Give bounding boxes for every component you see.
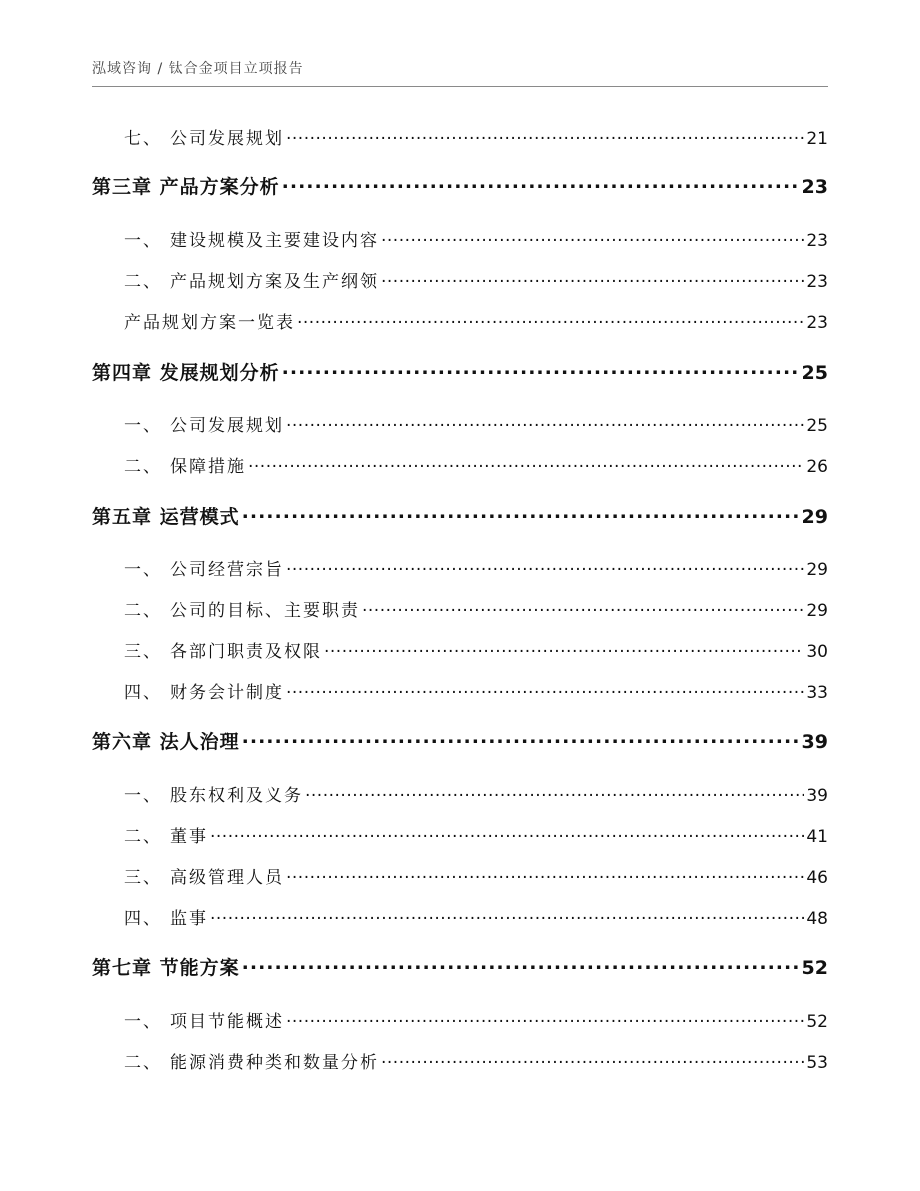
toc-entry-title: 公司发展规划 bbox=[170, 129, 284, 149]
dot-leader bbox=[210, 905, 804, 924]
toc-chapter-title: 产品方案分析 bbox=[159, 176, 280, 198]
dot-leader bbox=[248, 453, 804, 472]
dot-leader bbox=[286, 864, 804, 883]
toc-entry[interactable] bbox=[92, 124, 828, 148]
toc-chapter-number: 第六章 bbox=[92, 731, 153, 753]
toc-entry-number: 一、 bbox=[124, 786, 162, 806]
toc-entry-number: 一、 bbox=[124, 416, 162, 436]
toc-entry-page: 48 bbox=[806, 909, 828, 929]
toc-entry[interactable] bbox=[92, 1007, 828, 1031]
toc-chapter-number: 第五章 bbox=[92, 506, 153, 528]
toc-entry-number: 一、 bbox=[124, 560, 162, 580]
toc-chapter-title: 法人治理 bbox=[159, 731, 240, 753]
dot-leader bbox=[297, 309, 804, 328]
toc-entry-page: 33 bbox=[806, 683, 828, 703]
toc-chapter-number: 第四章 bbox=[92, 362, 153, 384]
toc-entry-title: 各部门职责及权限 bbox=[170, 642, 322, 662]
toc-entry-title: 董事 bbox=[170, 827, 208, 847]
toc-entry[interactable] bbox=[92, 308, 828, 332]
toc-chapter[interactable] bbox=[92, 172, 828, 200]
toc-entry[interactable] bbox=[92, 226, 828, 250]
toc-entry-page: 41 bbox=[806, 827, 828, 847]
toc-entry-title: 项目节能概述 bbox=[170, 1012, 284, 1032]
dot-leader bbox=[210, 823, 804, 842]
toc-entry-title: 公司经营宗旨 bbox=[170, 560, 284, 580]
toc-chapter-title: 发展规划分析 bbox=[159, 362, 280, 384]
toc-entry-page: 21 bbox=[806, 129, 828, 149]
dot-leader bbox=[362, 597, 804, 616]
toc-entry[interactable] bbox=[92, 678, 828, 702]
toc-entry-number: 一、 bbox=[124, 231, 162, 251]
toc-chapter[interactable] bbox=[92, 502, 828, 530]
toc-entry-title: 建设规模及主要建设内容 bbox=[170, 231, 379, 251]
header-divider bbox=[92, 86, 828, 87]
toc-chapter[interactable] bbox=[92, 727, 828, 755]
toc-entry-page: 39 bbox=[806, 786, 828, 806]
toc-chapter-page: 25 bbox=[801, 362, 828, 384]
toc-entry-page: 23 bbox=[806, 272, 828, 292]
toc-entry[interactable] bbox=[92, 555, 828, 579]
toc-entry-number: 二、 bbox=[124, 272, 162, 292]
dot-leader bbox=[282, 172, 800, 193]
dot-leader bbox=[242, 502, 800, 523]
toc-entry-title: 产品规划方案一览表 bbox=[124, 313, 295, 333]
toc-chapter-page: 52 bbox=[801, 957, 828, 979]
toc-entry[interactable] bbox=[92, 452, 828, 476]
toc-entry[interactable] bbox=[92, 1048, 828, 1072]
dot-leader bbox=[242, 953, 800, 974]
toc-chapter-title: 运营模式 bbox=[159, 506, 240, 528]
dot-leader bbox=[324, 638, 804, 657]
toc-chapter-page: 39 bbox=[801, 731, 828, 753]
toc-entry-title: 能源消费种类和数量分析 bbox=[170, 1053, 379, 1073]
toc-entry-number: 三、 bbox=[124, 868, 162, 888]
toc-chapter-number: 第七章 bbox=[92, 957, 153, 979]
toc-entry-title: 公司的目标、主要职责 bbox=[170, 601, 360, 621]
dot-leader bbox=[286, 556, 804, 575]
toc-entry-page: 52 bbox=[806, 1012, 828, 1032]
toc-entry-number: 二、 bbox=[124, 601, 162, 621]
toc-entry-number: 四、 bbox=[124, 909, 162, 929]
page-header: 泓域咨询 / 钛合金项目立项报告 bbox=[92, 61, 304, 77]
toc-entry-title: 高级管理人员 bbox=[170, 868, 284, 888]
toc-chapter-page: 23 bbox=[801, 176, 828, 198]
toc-entry-page: 53 bbox=[806, 1053, 828, 1073]
toc-entry-title: 公司发展规划 bbox=[170, 416, 284, 436]
dot-leader bbox=[381, 1049, 804, 1068]
dot-leader bbox=[286, 125, 804, 144]
toc-entry-title: 保障措施 bbox=[170, 457, 246, 477]
toc-entry-title: 监事 bbox=[170, 909, 208, 929]
toc-entry-number: 四、 bbox=[124, 683, 162, 703]
toc-entry-title: 产品规划方案及生产纲领 bbox=[170, 272, 379, 292]
toc-chapter[interactable] bbox=[92, 953, 828, 981]
dot-leader bbox=[286, 1008, 804, 1027]
toc-entry[interactable] bbox=[92, 596, 828, 620]
toc-entry-number: 二、 bbox=[124, 457, 162, 477]
toc-entry-page: 29 bbox=[806, 601, 828, 621]
toc-chapter-number: 第三章 bbox=[92, 176, 153, 198]
toc-entry[interactable] bbox=[92, 411, 828, 435]
dot-leader bbox=[282, 358, 800, 379]
toc-entry-number: 二、 bbox=[124, 827, 162, 847]
toc-entry-number: 二、 bbox=[124, 1053, 162, 1073]
toc-entry[interactable] bbox=[92, 267, 828, 291]
toc-entry-page: 29 bbox=[806, 560, 828, 580]
toc-entry-page: 30 bbox=[806, 642, 828, 662]
dot-leader bbox=[286, 412, 804, 431]
toc-entry-number: 一、 bbox=[124, 1012, 162, 1032]
dot-leader bbox=[381, 227, 804, 246]
dot-leader bbox=[286, 679, 804, 698]
toc-chapter-page: 29 bbox=[801, 506, 828, 528]
toc-entry[interactable] bbox=[92, 781, 828, 805]
toc-chapter[interactable] bbox=[92, 358, 828, 386]
toc-entry-number: 三、 bbox=[124, 642, 162, 662]
toc-entry[interactable] bbox=[92, 637, 828, 661]
toc-entry[interactable] bbox=[92, 904, 828, 928]
toc-chapter-title: 节能方案 bbox=[159, 957, 240, 979]
toc-entry-page: 23 bbox=[806, 313, 828, 333]
toc-entry-title: 财务会计制度 bbox=[170, 683, 284, 703]
toc-entry-page: 46 bbox=[806, 868, 828, 888]
toc-entry-page: 23 bbox=[806, 231, 828, 251]
dot-leader bbox=[242, 727, 800, 748]
toc-entry[interactable] bbox=[92, 822, 828, 846]
toc-entry[interactable] bbox=[92, 863, 828, 887]
toc-entry-number: 七、 bbox=[124, 129, 162, 149]
dot-leader bbox=[305, 782, 804, 801]
dot-leader bbox=[381, 268, 804, 287]
toc-entry-page: 25 bbox=[806, 416, 828, 436]
toc-entry-title: 股东权利及义务 bbox=[170, 786, 303, 806]
toc-entry-page: 26 bbox=[806, 457, 828, 477]
